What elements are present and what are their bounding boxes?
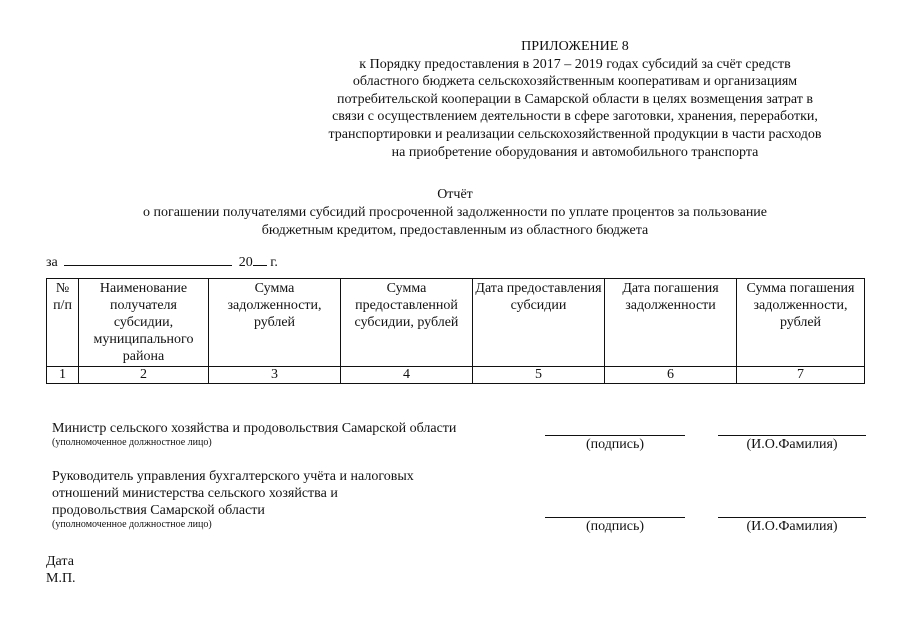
report-title: Отчёт — [437, 187, 473, 202]
name-line[interactable] — [718, 435, 866, 436]
column-number-cell: 3 — [209, 367, 341, 384]
report-table — [46, 278, 865, 384]
header-cell-number: № п/п — [47, 279, 79, 367]
header-cell-debt-amount: Сумма задолженности, рублей — [209, 279, 341, 367]
period-blank-field[interactable] — [64, 252, 232, 266]
signature-block-minister — [52, 420, 456, 449]
table-header-row — [47, 279, 865, 367]
annex-line: связи с осуществлением деятельности в сфере заготовки, хранения, переработки, — [332, 109, 818, 125]
period-year-blank[interactable] — [253, 252, 267, 266]
period-year-prefix: 20 — [238, 255, 253, 270]
header-cell-subsidy-amount: Сумма предоставленной субсидии, рублей — [341, 279, 473, 367]
column-number-cell: 7 — [737, 367, 865, 384]
column-number-cell: 4 — [341, 367, 473, 384]
annex-line: транспортировки и реализации сельскохозяйственной продукции в части расходов — [328, 126, 822, 142]
signatory-position: Министр сельского хозяйства и продовольствия Самарской области — [52, 421, 457, 436]
signatory-position-line: продовольствия Самарской области — [52, 503, 265, 518]
report-heading — [60, 186, 850, 240]
signature-block-head-accounting — [52, 468, 414, 531]
annex-header — [300, 38, 850, 161]
signature-line[interactable] — [545, 435, 685, 436]
annex-line: областного бюджета сельскохозяйственным кооперативам и организациям — [352, 74, 798, 90]
period-suffix: г. — [270, 255, 278, 270]
name-caption: (И.О.Фамилия) — [746, 437, 838, 452]
date-label: Дата — [46, 554, 74, 569]
period-prefix: за — [46, 255, 58, 270]
report-period — [46, 252, 278, 272]
annex-line: к Порядку предоставления в 2017 – 2019 годах субсидий за счёт средств — [359, 56, 791, 72]
signature-caption: (подпись) — [585, 437, 645, 452]
signature-caption: (подпись) — [585, 519, 645, 534]
header-cell-subsidy-date: Дата предоставления субсидии — [473, 279, 605, 367]
footer — [46, 553, 76, 587]
stamp-label: М.П. — [46, 571, 76, 586]
report-subtitle-line-1: о погашении получателями субсидий просроченной задолженности по уплате процентов за пользование — [142, 205, 768, 220]
table-row — [47, 367, 865, 384]
header-cell-repayment-date: Дата погашения задолженности — [605, 279, 737, 367]
header-cell-repayment-amount: Сумма погашения задолженности, рублей — [737, 279, 865, 367]
signatory-position-line: отношений министерства сельского хозяйства и — [52, 486, 338, 501]
annex-line: потребительской кооперации в Самарской области в целях возмещения затрат в — [337, 91, 813, 107]
annex-line: на приобретение оборудования и автомобильного транспорта — [391, 144, 759, 160]
column-number-cell: 2 — [79, 367, 209, 384]
report-subtitle-line-2: бюджетным кредитом, предоставленным из областного бюджета — [261, 223, 649, 238]
annex-title: ПРИЛОЖЕНИЕ 8 — [521, 39, 629, 54]
column-number-cell: 6 — [605, 367, 737, 384]
header-cell-recipient: Наименование получателя субсидии, муниципального района — [79, 279, 209, 367]
signatory-note: (уполномоченное должностное лицо) — [52, 519, 212, 530]
column-number-cell: 1 — [47, 367, 79, 384]
column-number-cell: 5 — [473, 367, 605, 384]
name-line[interactable] — [718, 517, 866, 518]
signatory-position-line: Руководитель управления бухгалтерского учёта и налоговых — [52, 469, 414, 484]
signature-line[interactable] — [545, 517, 685, 518]
signatory-note: (уполномоченное должностное лицо) — [52, 437, 212, 448]
name-caption: (И.О.Фамилия) — [746, 519, 838, 534]
